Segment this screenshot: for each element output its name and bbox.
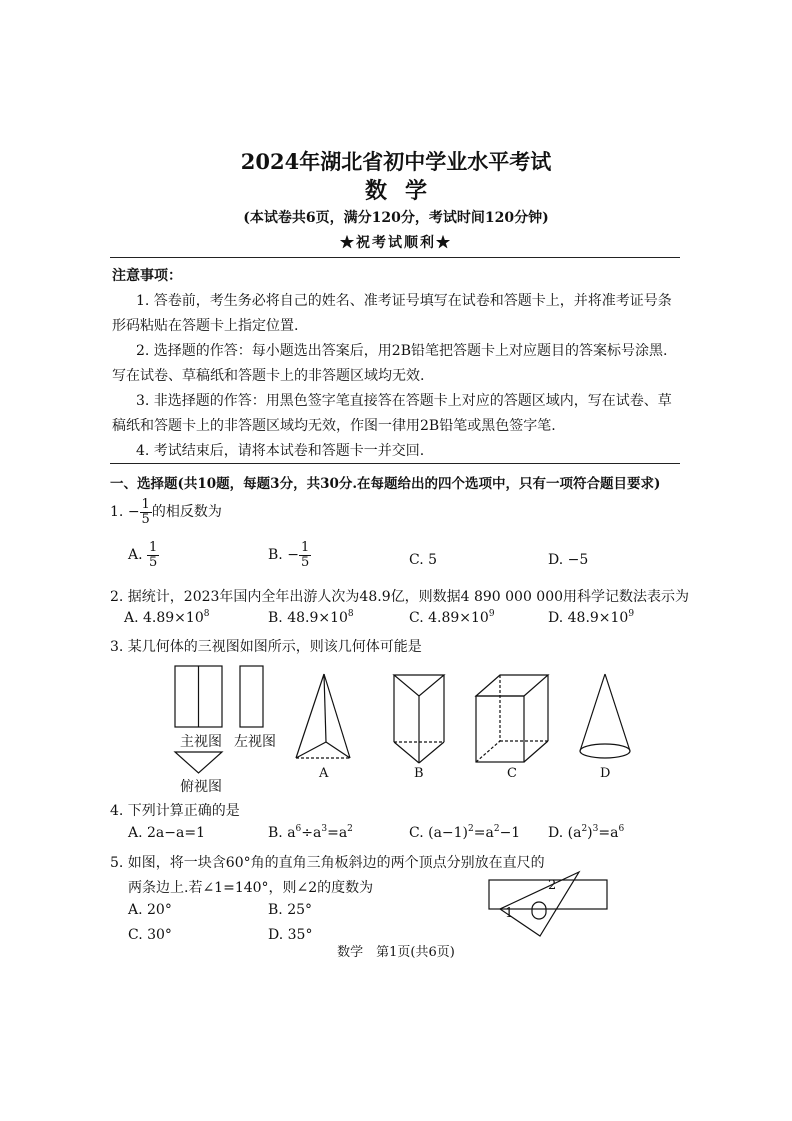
q2-option-c-text: C. 4.89×10 [409,610,489,626]
q5-angle-2-label: 2 [548,878,557,893]
q1-option-b-minus: − [287,547,299,564]
notice-item-2-line-2: 写在试卷、草稿纸和答题卡上的非答题区域均无效. [112,368,425,384]
q1-option-b-denominator: 5 [300,554,310,570]
notice-item-2-line-1: 2. 选择题的作答：每小题选出答案后，用2B铅笔把答题卡上对应题目的答案标号涂黑. [136,343,668,359]
q4-option-d-base: D. (a [548,825,582,841]
option-d-label: D [600,766,611,781]
section-1-heading: 一、选择题(共10题，每题3分，共30分.在每题给出的四个选项中，只有一项符合题目要求) [110,476,661,492]
q1-option-b-numerator: 1 [300,540,310,555]
notice-item-1-line-2: 形码粘贴在答题卡上指定位置. [112,318,299,334]
q4-option-b-base: B. a [268,825,296,841]
option-d-cone-drawing [580,674,630,758]
notice-heading: 注意事项： [112,268,182,284]
front-view-drawing [175,666,222,727]
exam-title: 2024年湖北省初中学业水平考试 [240,149,552,174]
question-2: 2. 据统计，2023年国内全年出游人次为48.9亿，则数据4 890 000 000用科学记数法表示为 [110,589,690,605]
q1-fraction-denominator: 5 [141,511,150,527]
page-footer: 数学 第1页(共6页) [337,945,455,960]
q5-option-d: D. 35° [268,927,313,943]
exam-info: (本试卷共6页，满分120分，考试时间120分钟) [243,210,549,226]
q4-option-d-result: =a [598,825,619,841]
question-5-line-1: 5. 如图，将一块含60°角的直角三角板斜边的两个顶点分别放在直尺的 [110,855,545,871]
q1-minus: − [127,504,140,521]
option-b-label: B [414,766,424,781]
q1-option-d: D. −5 [548,552,589,568]
q4-option-b-result: =a [327,825,348,841]
q2-option-a-exponent: 8 [203,609,210,619]
exam-wish: ★祝考试顺利★ [340,235,452,251]
q2-option-d-text: D. 48.9×10 [548,610,629,626]
q1-option-a-numerator: 1 [149,540,158,555]
q4-option-d [548,825,624,841]
q1-text: 的相反数为 [151,504,222,521]
q4-option-c-exp-1: 2 [468,824,474,834]
option-c-label: C [507,766,517,781]
q4-option-d-exp-2: 3 [592,824,599,834]
q4-option-d-paren: ) [587,825,593,841]
question-4: 4. 下列计算正确的是 [110,803,240,819]
notice-item-3-line-1: 3. 非选择题的作答：用黑色签字笔直接答在答题卡上对应的答题区域内，写在试卷、草 [136,393,672,409]
q4-option-b-exp-1: 6 [295,824,302,834]
q4-option-c-result: =a [473,825,494,841]
notice-item-1-line-1: 1. 答卷前，考生务必将自己的姓名、准考证号填写在试卷和答题卡上，并将准考证号条 [136,293,672,309]
q4-option-d-exp-3: 6 [618,824,625,834]
q4-option-b-exp-2: 3 [321,824,328,834]
option-a-label: A [319,766,329,781]
q2-option-b-text: B. 48.9×10 [268,610,348,626]
q4-option-a: A. 2a−a=1 [128,825,205,841]
q4-option-c-tail: −1 [499,825,521,841]
q2-option-a-text: A. 4.89×10 [124,610,204,626]
q4-option-c-exp-2: 2 [493,824,500,834]
q4-option-c-base: C. (a−1) [409,825,469,841]
q4-option-b-divisor: ÷a [301,825,322,841]
notice-item-4: 4. 考试结束后，请将本试卷和答题卡一并交回. [136,443,425,459]
left-view-label: 左视图 [234,734,276,750]
q1-option-a-label: A. [128,547,143,564]
q2-option-d-exponent: 9 [628,609,635,619]
q4-option-d-exp-1: 2 [581,824,588,834]
question-3: 3. 某几何体的三视图如图所示，则该几何体可能是 [110,639,422,655]
subject-title: 数学 [364,178,445,204]
notice-item-3-line-2: 稿纸和答题卡上的非答题区域均无效，作图一律用2B铅笔或黑色签字笔. [112,418,556,434]
q1-option-c: C. 5 [409,552,438,568]
front-view-label: 主视图 [180,734,222,750]
question-5-line-2: 两条边上.若∠1=140°，则∠2的度数为 [128,880,374,896]
q2-option-b-exponent: 8 [347,609,354,619]
top-view-label: 俯视图 [180,779,222,795]
q4-option-c [409,825,520,841]
top-view-drawing [175,752,222,773]
q1-option-b-label: B. [268,547,283,564]
q4-option-b-exp-3: 2 [347,824,353,834]
q5-option-c: C. 30° [128,927,172,943]
q5-option-a: A. 20° [128,902,172,918]
option-b-prism-drawing [394,675,444,763]
q1-fraction-numerator: 1 [141,497,150,512]
option-c-cuboid-drawing [476,675,548,762]
left-view-drawing [240,666,263,727]
q4-option-b [268,825,353,841]
q5-angle-1-label: 1 [505,906,514,921]
option-a-pyramid-drawing [296,674,350,758]
q5-option-b: B. 25° [268,902,313,918]
q2-option-c-exponent: 9 [488,609,495,619]
q1-number: 1. [110,504,124,521]
q1-option-a-denominator: 5 [149,554,158,570]
